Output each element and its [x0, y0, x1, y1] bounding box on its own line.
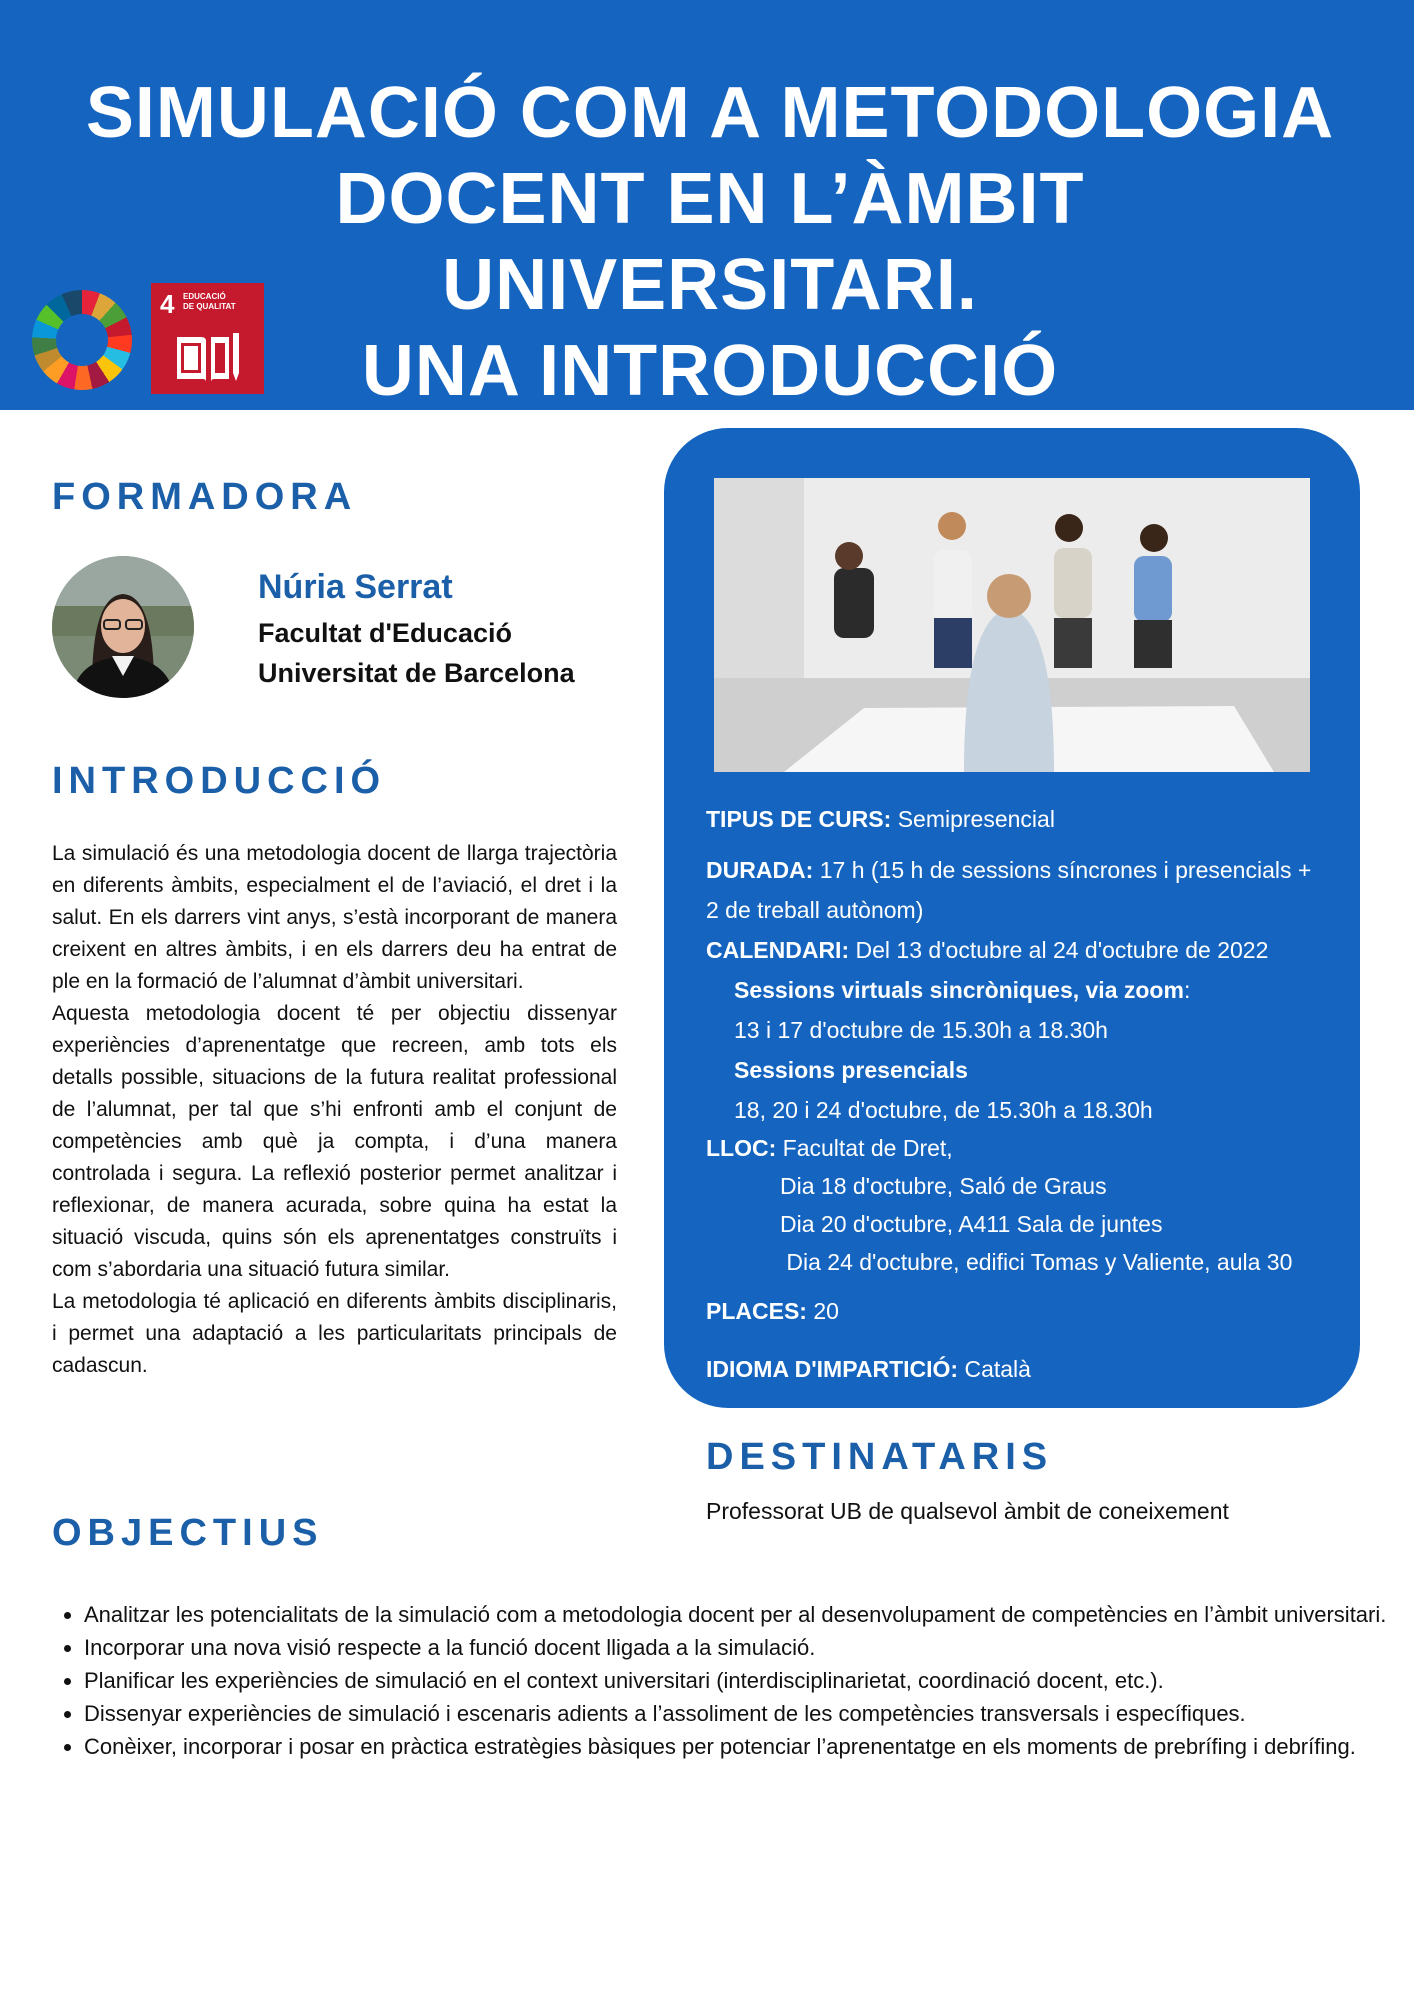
lloc-day: Dia 20 d'octubre, A411 Sala de juntes	[780, 1211, 1163, 1237]
list-item: • Planificar les experiències de simulació en el context universitari (interdisciplinarietat, coordinació docent, etc.).	[84, 1664, 1392, 1697]
lloc-line	[706, 1135, 953, 1162]
places-value: 20	[813, 1298, 839, 1324]
tipus-label: TIPUS DE CURS:	[706, 806, 892, 832]
introduccio-text	[52, 838, 617, 1382]
idioma-line	[706, 1356, 1031, 1383]
lloc-day: Dia 18 d'octubre, Saló de Graus	[780, 1173, 1107, 1199]
lloc-value: Facultat de Dret,	[782, 1135, 953, 1161]
durada-line-2: 2 de treball autònom)	[706, 897, 924, 923]
durada-label: DURADA:	[706, 857, 814, 883]
destinataris-heading: DESTINATARIS	[706, 1436, 1054, 1478]
trainer-name: Núria Serrat	[258, 568, 453, 606]
list-item: • Incorporar una nova visió respecte a la funció docent lligada a la simulació.	[84, 1631, 1392, 1664]
presencial-sessions-label	[734, 1057, 968, 1084]
destinataris-text: Professorat UB de qualsevol àmbit de coneixement	[706, 1498, 1229, 1524]
trainer-avatar	[52, 556, 194, 698]
formadora-heading: FORMADORA	[52, 476, 358, 518]
introduccio-heading: INTRODUCCIÓ	[52, 760, 387, 802]
idioma-label: IDIOMA D'IMPARTICIÓ:	[706, 1356, 959, 1382]
title-line: SIMULACIÓ COM A METODOLOGIA	[85, 73, 1335, 153]
sdg-wheel-logo	[32, 290, 132, 390]
calendari-label: CALENDARI:	[706, 937, 850, 963]
group-photo	[714, 478, 1310, 772]
trainer-university: Universitat de Barcelona	[258, 658, 575, 688]
objectives-list	[52, 1598, 1392, 1763]
presencial-sessions-dates: 18, 20 i 24 d'octubre, de 15.30h a 18.30h	[734, 1097, 1153, 1123]
virtual-sessions-label: Sessions virtuals sincròniques, via zoom	[734, 977, 1184, 1003]
sdg4-label	[183, 292, 253, 312]
virtual-sessions-dates: 13 i 17 d'octubre de 15.30h a 18.30h	[734, 1017, 1108, 1043]
calendari-line	[706, 937, 1268, 964]
sdg4-label-line: DE QUALITAT	[183, 302, 236, 311]
sdg4-label-line: EDUCACIÓ	[183, 292, 226, 301]
group-session-photo-icon	[714, 478, 1310, 772]
virtual-sessions-line	[734, 977, 1190, 1004]
title-line: DOCENT EN L’ÀMBIT UNIVERSITARI.	[335, 159, 1085, 325]
places-line	[706, 1298, 839, 1325]
virtual-sessions-colon: :	[1183, 977, 1191, 1003]
intro-paragraph: La simulació és una metodologia docent de llarga trajectòria en diferents àmbits, especialment el de l’aviació, el dret i la salut. En els darrers vint anys, s’està incorporant de manera creixent en altres àmbits, i en els darrers deu ha entrat de ple en la formació de l’alumnat d’àmbit universitari.	[52, 842, 617, 993]
tipus-line	[706, 806, 1055, 833]
objectius-heading: OBJECTIUS	[52, 1512, 324, 1554]
title-line: UNA INTRODUCCIÓ	[361, 331, 1059, 411]
intro-paragraph: La metodologia té aplicació en diferents àmbits disciplinaris, i permet una adaptació a les particularitats principals de cadascun.	[52, 1290, 617, 1377]
idioma-value: Català	[964, 1356, 1031, 1382]
course-info-card	[664, 428, 1360, 1408]
trainer-faculty: Facultat d'Educació	[258, 618, 512, 648]
book-pencil-icon	[173, 327, 243, 385]
lloc-label: LLOC:	[706, 1135, 777, 1161]
calendari-value: Del 13 d'octubre al 24 d'octubre de 2022	[855, 937, 1269, 963]
list-item: • Analitzar les potencialitats de la simulació com a metodologia docent per al desenvolupament de competències en l’àmbit universitari.	[84, 1598, 1392, 1631]
lloc-day: Dia 24 d'octubre, edifici Tomas y Valiente, aula 30	[780, 1249, 1293, 1275]
tipus-value: Semipresencial	[897, 806, 1055, 832]
intro-paragraph: Aquesta metodologia docent té per objectiu dissenyar experiències d’aprenentatge que recreen, amb tots els detalls possible, situacions de la futura realitat professional de l’alumnat, per tal que s’hi enfronti amb el conjunt de competències amb què ja compta, i d’una manera controlada i segura. La reflexió posterior permet analitzar i reflexionar, de manera acurada, sobre quina ha estat la situació viscuda, quins són els aprenentatges construïts i com s’abordaria una situació futura similar.	[52, 1002, 617, 1281]
header-banner	[0, 0, 1414, 410]
sdg4-number: 4	[160, 289, 175, 319]
durada-value: 17 h (15 h de sessions síncrones i presencials +	[819, 857, 1312, 883]
places-label: PLACES:	[706, 1298, 807, 1324]
trainer-photo-icon	[52, 556, 194, 698]
sdg4-badge	[151, 283, 264, 394]
list-item: • Dissenyar experiències de simulació i escenaris adients a l’assoliment de les competències transversals i específiques.	[84, 1697, 1392, 1730]
list-item: • Conèixer, incorporar i posar en pràctica estratègies bàsiques per potenciar l’aprenentatge en els moments de prebrífing i debrífing.	[84, 1730, 1392, 1763]
presencial-sessions-label-text: Sessions presencials	[734, 1057, 968, 1083]
durada-line	[706, 857, 1311, 884]
